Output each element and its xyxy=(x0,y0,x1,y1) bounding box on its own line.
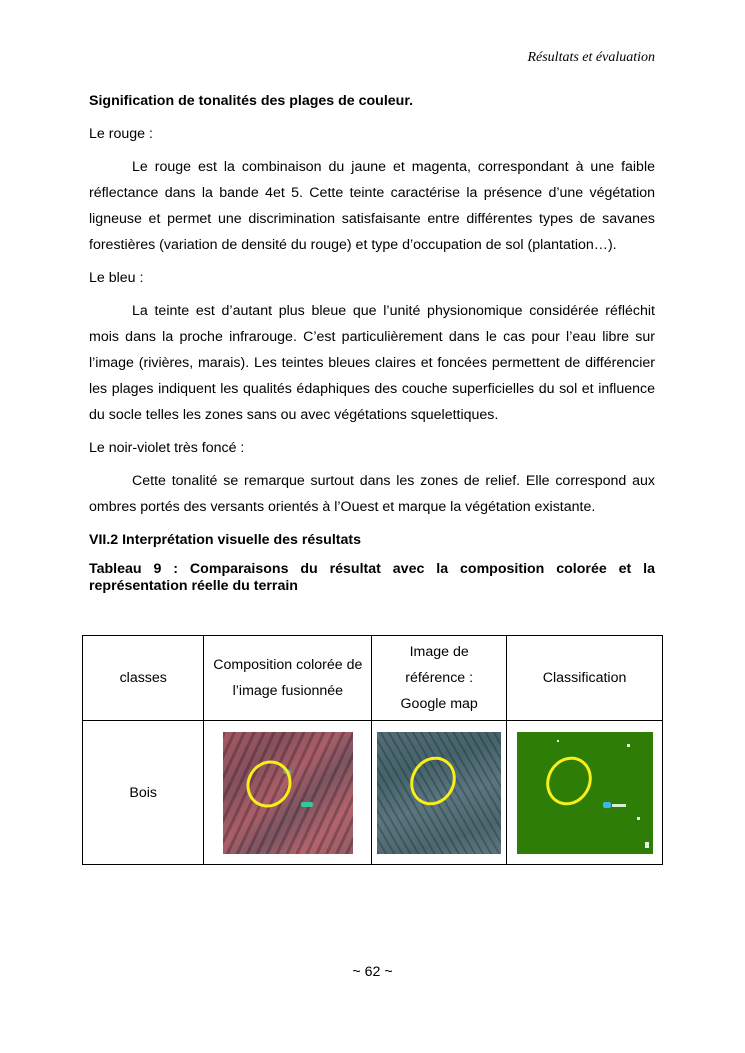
header-classification: Classification xyxy=(507,636,663,721)
classification-image-cell xyxy=(507,721,663,865)
reference-image xyxy=(377,732,501,854)
table-caption: Tableau 9 : Comparaisons du résultat avec la composition colorée et la représentation réelle du terrain xyxy=(89,561,655,594)
paragraph-rouge: Le rouge est la combinaison du jaune et magenta, correspondant à une faible réflectance dans la bande 4et 5. Cette teinte caractérise la présence d’une végétation ligneuse et permet une discrimination satisfaisante entre différentes types de savanes forestières (variation de densité du rouge) et type d’occupation de sol (plantation…). xyxy=(89,159,655,253)
paragraph-noir: Cette tonalité se remarque surtout dans les zones de relief. Elle correspond aux ombres portés des versants orientés à l’Ouest et marque la végétation existante. xyxy=(89,473,655,515)
subsection-title: VII.2 Interprétation visuelle des résultats xyxy=(89,532,362,548)
label-rouge: Le rouge : xyxy=(89,126,153,142)
paragraph-bleu: La teinte est d’autant plus bleue que l’unité physionomique considérée réfléchit mois dans la proche infrarouge. C’est particulièrement dans le cas pour l’eau libre sur l’image (rivières, marais). Les teintes bleues claires et foncées permettent de différencier les plages indiquent les qualités édaphiques des couche superficielles du sol et influence du socle telles les zones sans ou avec végétations squelettiques. xyxy=(89,303,655,423)
section-title: Signification de tonalités des plages de couleur. xyxy=(89,93,414,109)
table-header-row xyxy=(83,636,663,721)
composition-image xyxy=(223,732,353,854)
label-bleu: Le bleu : xyxy=(89,270,144,286)
header-reference xyxy=(372,636,507,721)
header-composition-text: Composition colorée de l’image fusionnée xyxy=(213,657,363,699)
comparison-table xyxy=(82,635,663,865)
running-header: Résultats et évaluation xyxy=(527,50,655,65)
composition-image-cell xyxy=(204,721,372,865)
page-body xyxy=(89,88,655,609)
label-noir: Le noir-violet très foncé : xyxy=(89,440,245,456)
reference-image-cell xyxy=(372,721,507,865)
header-classes: classes xyxy=(83,636,204,721)
table-row xyxy=(83,721,663,865)
header-composition xyxy=(204,636,372,721)
class-cell: Bois xyxy=(83,721,204,865)
classification-image xyxy=(517,732,653,854)
page-number: ~ 62 ~ xyxy=(352,964,393,980)
highlight-ellipse xyxy=(537,748,600,813)
header-reference-text: Image de référence : Google map xyxy=(400,644,478,712)
